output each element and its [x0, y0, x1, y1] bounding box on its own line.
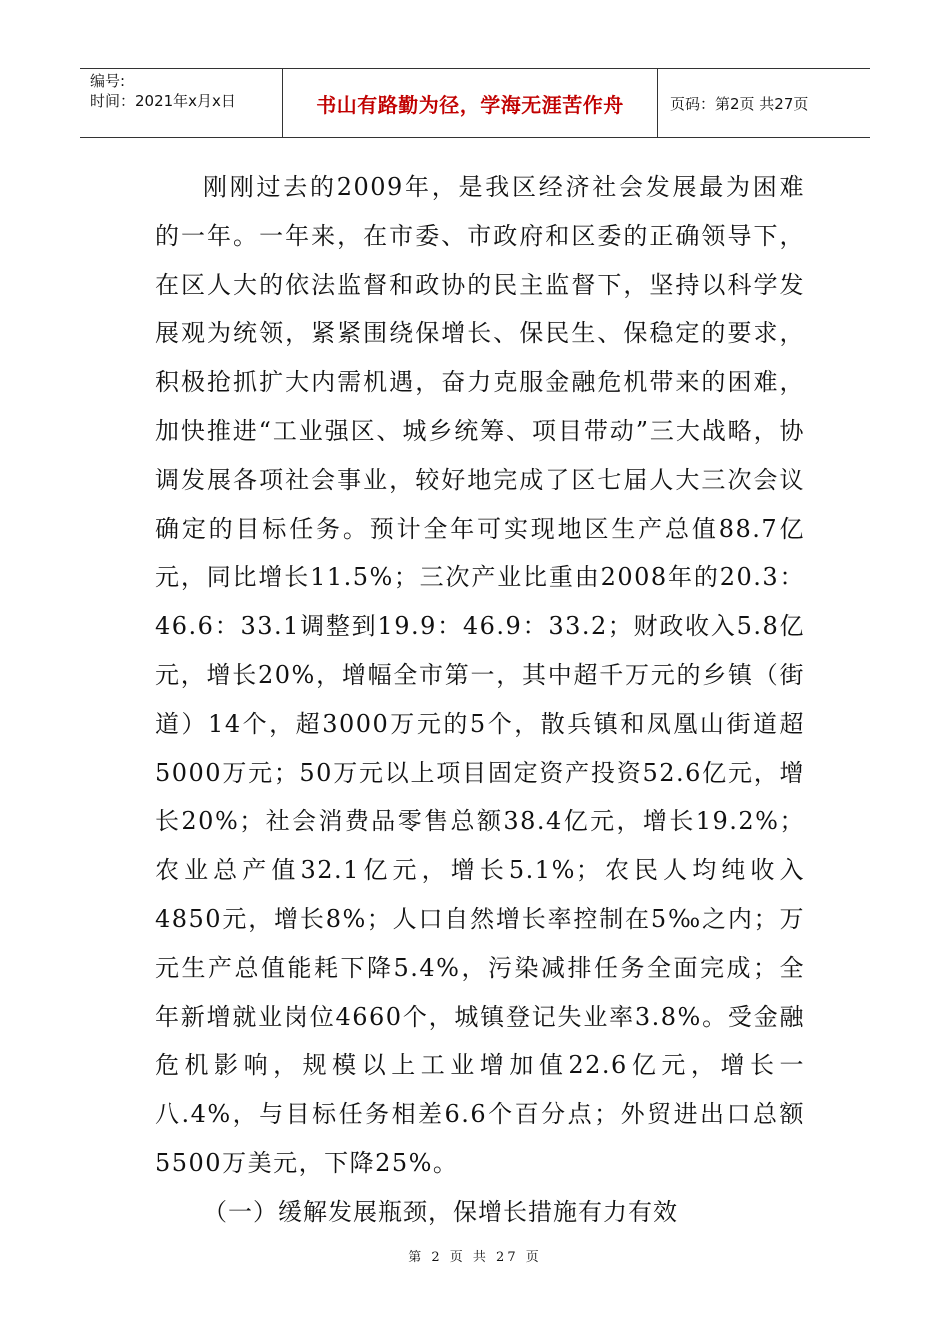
page-footer: 第 2 页 共 27 页 — [408, 1250, 542, 1265]
header-page-info: 页码：第2页 共27页 — [670, 94, 809, 113]
document-number-label: 编号: — [90, 72, 126, 90]
header-meta-cell — [80, 69, 283, 137]
section-subheading: （一）缓解发展瓶颈，保增长措施有力有效 — [203, 1197, 678, 1226]
header-motto-cell — [283, 69, 658, 137]
document-time-label: 时间：2021年x月x日 — [90, 92, 236, 110]
document-header — [80, 68, 870, 138]
body-paragraph: 刚刚过去的2009年，是我区经济社会发展最为困难的一年。一年来，在市委、市政府和区委的正确领导下，在区人大的依法监督和政协的民主监督下，坚持以科学发展观为统领，紧紧围绕保增长、保民生、保稳定的要求，积极抢抓扩大内需机遇，奋力克服金融危机带来的困难，加快推进“工业强区、城乡统筹、项目带动”三大战略，协调发展各项社会事业，较好地完成了区七届人大三次会议确定的目标任务。预计全年可实现地区生产总值88.7亿元，同比增长11.5%；三次产业比重由2008年的20.3：46.6：33.1调整到19.9：46.9：33.2；财政收入5.8亿元，增长20%，增幅全市第一，其中超千万元的乡镇（街道）14个，超3000万元的5个，散兵镇和凤凰山街道超5000万元；50万元以上项目固定资产投资52.6亿元，增长20%；社会消费品零售总额38.4亿元，增长19.2%；农业总产值32.1亿元，增长5.1%；农民人均纯收入4850元，增长8%；人口自然增长率控制在5‰之内；万元生产总值能耗下降5.4%，污染减排任务全面完成；全年新增就业岗位4660个，城镇登记失业率3.8%。受金融危机影响，规模以上工业增加值22.6亿元，增长一八.4%，与目标任务相差6.6个百分点；外贸进出口总额5500万美元，下降25%。 — [155, 173, 805, 1177]
header-motto: 书山有路勤为径，学海无涯苦作舟 — [316, 92, 624, 117]
document-body — [155, 163, 805, 1236]
header-page-cell — [658, 69, 870, 137]
